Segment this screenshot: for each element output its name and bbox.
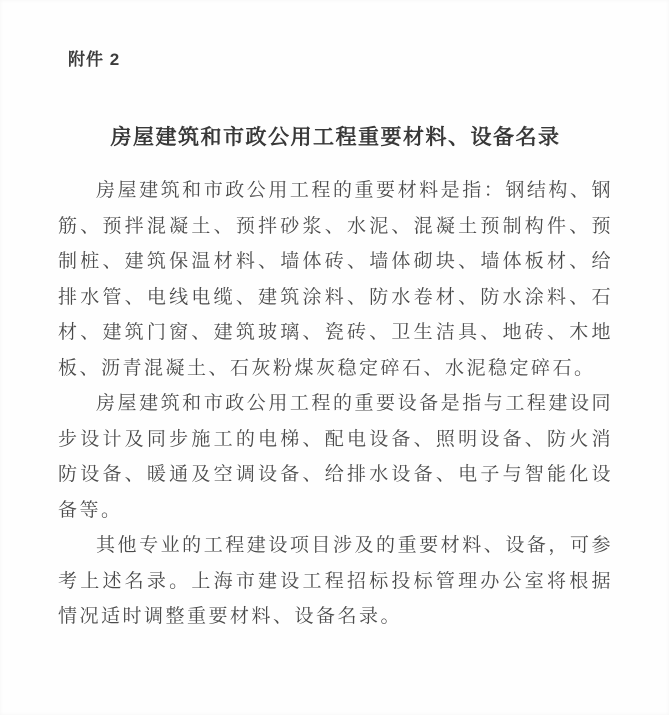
attachment-label: 附件 2	[68, 50, 121, 69]
document-body	[58, 173, 613, 635]
paragraph-important-equipment: 房屋建筑和市政公用工程的重要设备是指与工程建设同步设计及同步施工的电梯、配电设备、照明设备、防火消防设备、暖通及空调设备、给排水设备、电子与智能化设备等。	[58, 393, 613, 521]
document-title: 房屋建筑和市政公用工程重要材料、设备名录	[110, 125, 561, 149]
paragraph-adjustment-note: 其他专业的工程建设项目涉及的重要材料、设备，可参考上述名录。上海市建设工程招标投标管理办公室将根据情况适时调整重要材料、设备名录。	[58, 535, 613, 627]
paragraph-important-materials: 房屋建筑和市政公用工程的重要材料是指：钢结构、钢筋、预拌混凝土、预拌砂浆、水泥、混凝土预制构件、预制桩、建筑保温材料、墙体砖、墙体砌块、墙体板材、给排水管、电线电缆、建筑涂料、防水卷材、防水涂料、石材、建筑门窗、建筑玻璃、瓷砖、卫生洁具、地砖、木地板、沥青混凝土、石灰粉煤灰稳定碎石、水泥稳定碎石。	[58, 180, 613, 379]
